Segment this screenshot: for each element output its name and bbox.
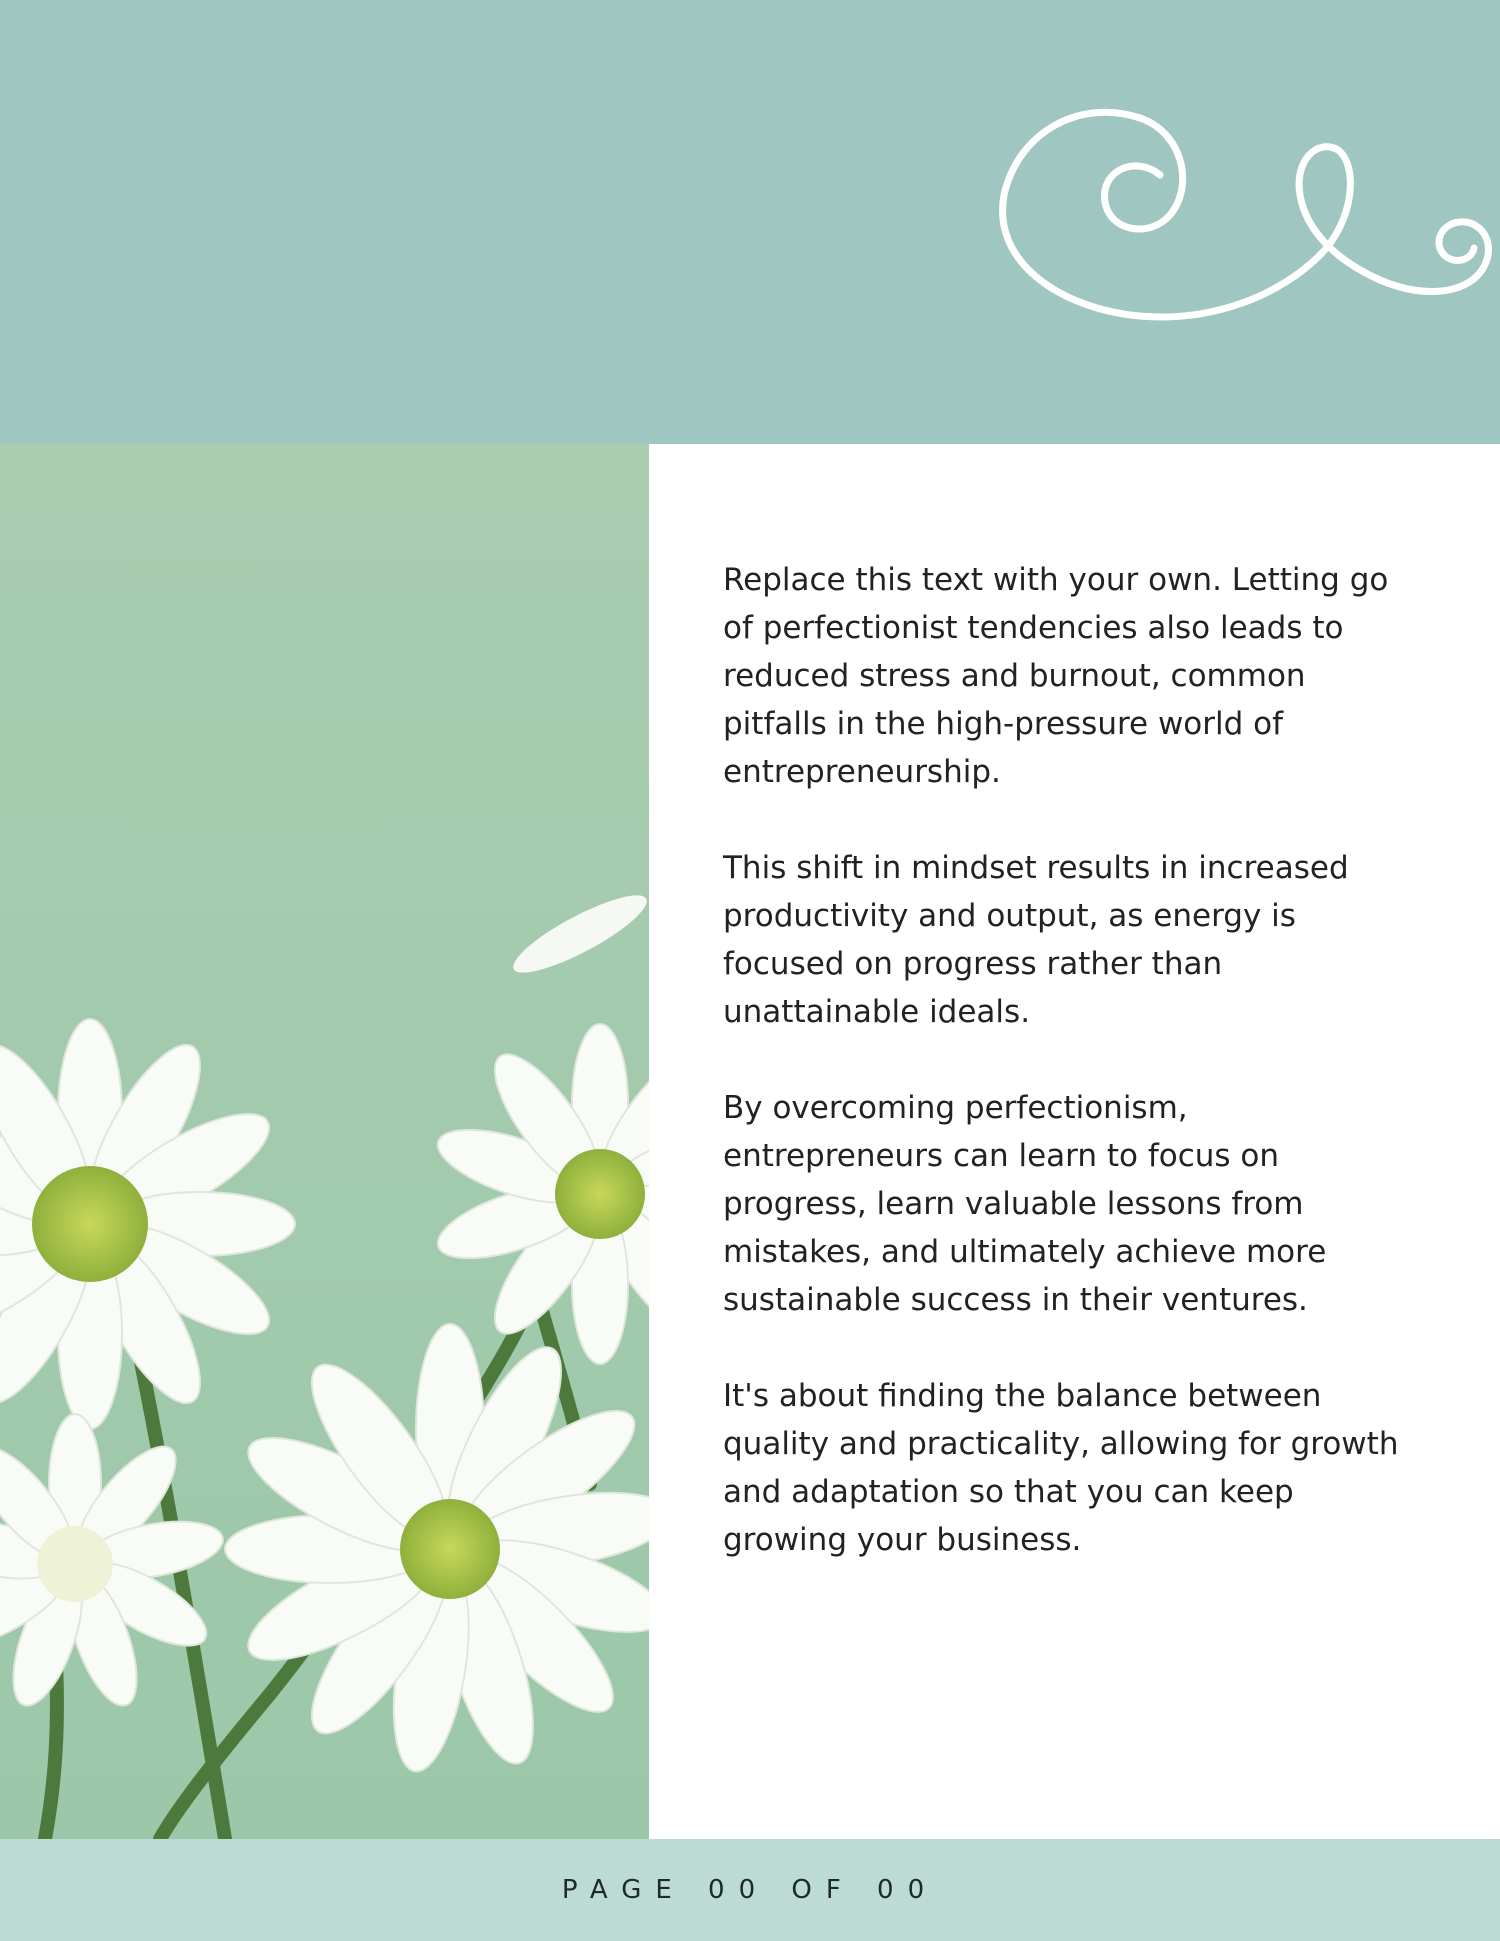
paragraph-2: This shift in mindset results in increased productivity and output, as energy is focused on progress rather than unattainable ideals. xyxy=(723,850,1349,1030)
header-band xyxy=(0,0,1500,444)
paragraph-4: It's about finding the balance between quality and practicality, allowing for growth and adaptation so that you can keep growing your business. xyxy=(723,1378,1399,1558)
text-panel xyxy=(649,444,1500,1839)
body-text xyxy=(723,556,1403,1612)
daisies-photo xyxy=(0,444,649,1839)
paragraph-1: Replace this text with your own. Letting go of perfectionist tendencies also leads to reduced stress and burnout, common pitfalls in the high-pressure world of entrepreneurship. xyxy=(723,562,1389,790)
paragraph-3: By overcoming perfectionism, entrepreneurs can learn to focus on progress, learn valuable lessons from mistakes, and ultimately achieve more sustainable success in their ventures. xyxy=(723,1090,1327,1318)
swirl-flourish-icon xyxy=(960,70,1500,350)
footer-band xyxy=(0,1839,1500,1941)
page-number: PAGE 00 OF 00 xyxy=(561,1875,939,1905)
